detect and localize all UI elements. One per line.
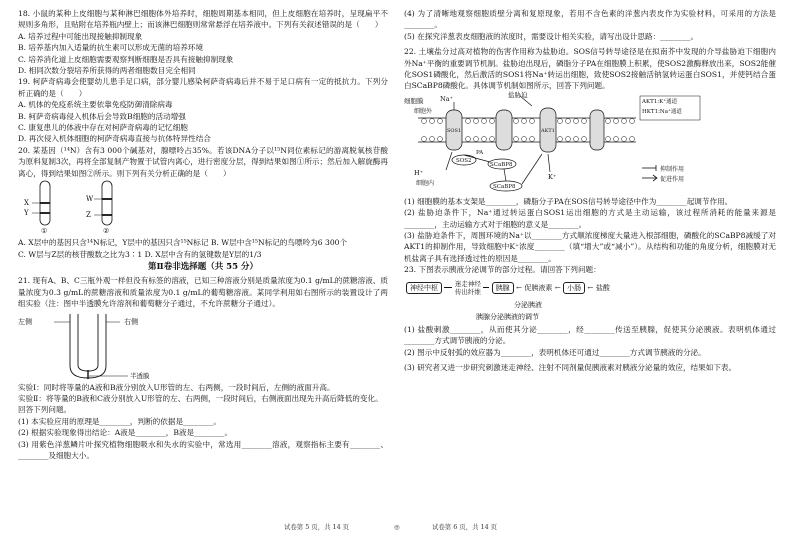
pancreas-flow-diagram: 神经中枢 迷走神经 传出纤维 胰腺 ← 促胰液素 ← 小肠 ← 盐酸 分泌胰液 胰腺分泌胰液的调节 xyxy=(404,276,776,324)
q21-experiment-2: 实验Ⅱ：将等量的B液和C液分别放入U形管的左、右两侧，一段时间后，右侧液面出现先升高后降低的变化。 xyxy=(18,393,383,403)
page-footer-left: 试卷第 5 页，共 14 页 xyxy=(284,523,350,531)
q22-sub-3: (3) 盐胁迫条件下，周围环境的Na⁺以________方式顺浓度梯度大量进入根部细胞，磷酸化的SCaBP8减缓了对AKT1的抑制作用，导致细胞中K⁺浓度________（填“增大”或“减小”）。从结构和功能的角度分析，细胞膜对无机盐离子具有选择透过性的原因是________。 xyxy=(404,231,776,263)
legend-promote: 促进作用 xyxy=(660,175,685,183)
tube-label-w: W xyxy=(86,195,94,204)
label-sos2: SOS2 xyxy=(456,157,472,164)
q19-option-a: A. 机体的免疫系统主要依靠免疫防御清除病毒 xyxy=(18,100,173,110)
u-tube-figure xyxy=(18,310,388,382)
left-column xyxy=(18,8,388,461)
tube-label-x: X xyxy=(24,199,29,208)
page-footer-right: 试卷第 6 页，共 14 页 xyxy=(432,523,498,531)
q19-option-b: B. 柯萨奇病毒侵入机体后会导致B细胞的活动增强 xyxy=(18,111,186,121)
q23-sub-1: (1) 盐酸刺激________，从而使其分泌________，经________传送至胰腺，促使其分泌胰液。表明机体通过________方式调节胰液的分泌。 xyxy=(404,324,776,346)
q18-stem: 18. 小鼠的某种上皮细胞与某种淋巴细胞体外培养时，细胞周期基本相同，但上皮细胞在培养时，呈现扁平不规则多角形，且贴附在培养瓶内壁上；而该淋巴细胞则常常悬浮在培养液中。下列有关叙述错误的是（ ） xyxy=(18,9,388,30)
page-center-mark: ◎ xyxy=(394,523,400,531)
right-column xyxy=(404,8,776,373)
tube-label-y: Y xyxy=(24,209,29,218)
q18-option-d: D. 相同次数分裂培养所获得的两者细胞数目完全相同 xyxy=(18,66,196,76)
label-sos1: SOS1 xyxy=(447,127,462,134)
label-h: H⁺ xyxy=(414,168,424,177)
q21-sub-2: (2) 根据实验现象得出结论：A液是________，B液是________。 xyxy=(18,428,233,438)
q20-options-cd: C. W层与Z层的核苷酸数之比为3∶1 D. X层中含有的氢键数是Y层的1/3 xyxy=(18,249,262,259)
u-tube-left-label: 左侧 xyxy=(18,317,32,326)
flow-nerve-center: 神经中枢 xyxy=(406,282,442,294)
flow-secrete-juice: 分泌胰液 xyxy=(514,300,542,309)
label-scabp8-bottom: SCaBP8 xyxy=(493,183,516,190)
q21-instruction: 回答下列问题。 xyxy=(18,405,72,415)
legend-inhibit: 抑制作用 xyxy=(660,165,685,173)
label-cell-inner: 细胞内 xyxy=(416,179,435,187)
q21-stem: 21. 现有A、B、C三瓶外观一样但没有标签的溶液，已知三种溶液分别是质量浓度为0.1 g/mL的蔗糖溶液、质量浓度为0.3 g/mL的蔗糖溶液和质量浓度为0.1 g/mL的葡萄糖溶液。某同学利用如右图所示的装置设计了两组实验（注：图中半透膜允许溶剂和葡萄糖分子通过，不允许蔗糖分子通过）。 xyxy=(18,276,388,309)
label-scabp8-top: SCaBP8 xyxy=(490,161,513,168)
q21-sub-1: (1) 本实验应用的原理是________，判断的依据是________。 xyxy=(18,416,222,426)
label-salt-stress: 盐胁迫 xyxy=(508,90,528,99)
q23-sub-2: (2) 图示中反射弧的效应器为________，表明机体还可通过________方式调节胰液的分泌。 xyxy=(404,347,706,357)
q19-stem: 19. 柯萨奇病毒会使婴幼儿患手足口病，部分婴儿感染柯萨奇病毒后并不易于足口病有一定的抵抗力。下列分析正确的是（ ） xyxy=(18,77,388,98)
q21-sub-3: (3) 用紫色洋葱鳞片叶探究植物细胞吸水和失水的实验中，常选用________溶液，观察指标主要有________、________及细胞大小。 xyxy=(18,439,388,460)
q22-sub-1: (1) 细胞膜的基本支架是________，磷脂分子PA在SOS信号转导途径中作为________起调节作用。 xyxy=(404,196,733,206)
flow-small-intestine: 小肠 xyxy=(563,282,585,294)
q21-experiment-1: 实验Ⅰ：同时将等量的A液和B液分别放入U形管的左、右两侧，一段时间后，左侧的液面升高。 xyxy=(18,382,335,392)
q21-sub-4: (4) 为了清晰地观察细胞质壁分离和复原现象，若用不含色素的洋葱内表皮作为实验材料，可采用的方法是________。 xyxy=(404,9,776,30)
q18-option-a: A. 培养过程中可能出现接触抑制现象 xyxy=(18,31,143,41)
legend-hkt1: HKT1:Na⁺通道 xyxy=(642,108,682,115)
q23-sub-3: (3) 研究者又进一步研究刺激迷走神经、注射不同剂量促胰液素对胰液分泌量的效应，结果如下表。 xyxy=(404,362,737,372)
label-na: Na⁺ xyxy=(440,94,453,103)
q18-option-b: B. 培养基内加入适量的抗生素可以形成无菌的培养环境 xyxy=(18,43,204,53)
q19-option-c: C. 康复患儿的体液中存在对柯萨奇病毒的记忆细胞 xyxy=(18,123,188,133)
label-k: K⁺ xyxy=(548,172,557,181)
legend-akt1: AKT1:K⁺通道 xyxy=(642,98,678,105)
q19-option-d: D. 再次侵入机体细胞的柯萨奇病毒直接与抗体特异性结合 xyxy=(18,134,211,144)
flow-secretin: 促胰液素 xyxy=(524,283,553,292)
flow-caption: 胰腺分泌胰液的调节 xyxy=(476,312,539,321)
section-title: 第Ⅱ卷非选择题（共 55 分） xyxy=(148,261,258,272)
flow-pancreas: 胰腺 xyxy=(492,282,514,294)
label-pa: PA xyxy=(476,149,484,156)
figure-label-1: ① xyxy=(41,227,48,236)
label-cell-outer: 细胞外 xyxy=(414,107,433,115)
centrifuge-tubes-figure xyxy=(18,179,388,237)
q21-sub-5: (5) 在探究洋葱表皮细胞液的浓度时，需要设计相关实验，请写出设计思路：________。 xyxy=(404,31,699,41)
sos-pathway-diagram xyxy=(404,92,776,196)
centrifuge-tubes-drawing xyxy=(18,179,138,237)
figure-label-2: ② xyxy=(103,227,110,236)
q20-stem: 20. 某基因（¹⁴N）含有3 000个碱基对，腺嘌呤占35%。若该DNA分子以¹⁵N同位素标记的游离脱氧核苷酸为原料复制3次，再将全部复制产物置于试管内离心，进行密度分层，得到结果如图①所示；然后加入解旋酶再离心，得到结果如图②所示。则下列有关分析正确的是（ ） xyxy=(18,145,388,178)
flow-efferent: 传出纤维 xyxy=(454,287,481,296)
q20-options-ab: A. X层中的基因只含¹⁴N标记，Y层中的基因只含¹⁵N标记 B. W层中含¹⁵N标记的鸟嘌呤为6 300个 xyxy=(18,238,348,248)
label-cell-membrane: 细胞膜 xyxy=(404,96,424,105)
u-tube-right-label: 右侧 xyxy=(124,317,138,326)
label-akt1: AKT1 xyxy=(541,127,555,134)
q22-sub-2: (2) 盐胁迫条件下，Na⁺通过转运蛋白SOS1运出细胞的方式是主动运输，该过程所消耗的能量来源是________，主动运输方式对于细胞的意义是________。 xyxy=(404,208,776,229)
flow-vagus: 迷走神经 xyxy=(454,279,481,288)
q18-option-c: C. 培养消化道上皮细胞需要观察判断细胞是否具有接触抑制现象 xyxy=(18,54,234,64)
q23-stem: 23. 下图表示胰液分泌调节的部分过程。请回答下列问题： xyxy=(404,265,601,275)
u-tube-membrane-label: 半透膜 xyxy=(130,371,150,380)
u-tube-drawing xyxy=(40,310,180,382)
flow-hcl: 盐酸 xyxy=(595,283,610,292)
tube-label-z: Z xyxy=(86,211,91,220)
q22-stem: 22. 土壤盐分过高对植物的伤害作用称为盐胁迫。SOS信号转导途径是在拟南芥中发现的介导盐胁迫下细胞内外Na⁺平衡的重要调节机制。盐胁迫出现后，磷脂分子PA在细胞膜上积累，使SOS2激酶释放出来，SOS2能催化SOS1磷酸化，然后激活的SOS1将Na⁺转运出细胞，致使SOS2接触活钠氢转运蛋白SOS1，并使钙结合蛋白SCaBP8磷酸化。具体调节机制如图所示，回答下列问题。 xyxy=(404,47,776,91)
